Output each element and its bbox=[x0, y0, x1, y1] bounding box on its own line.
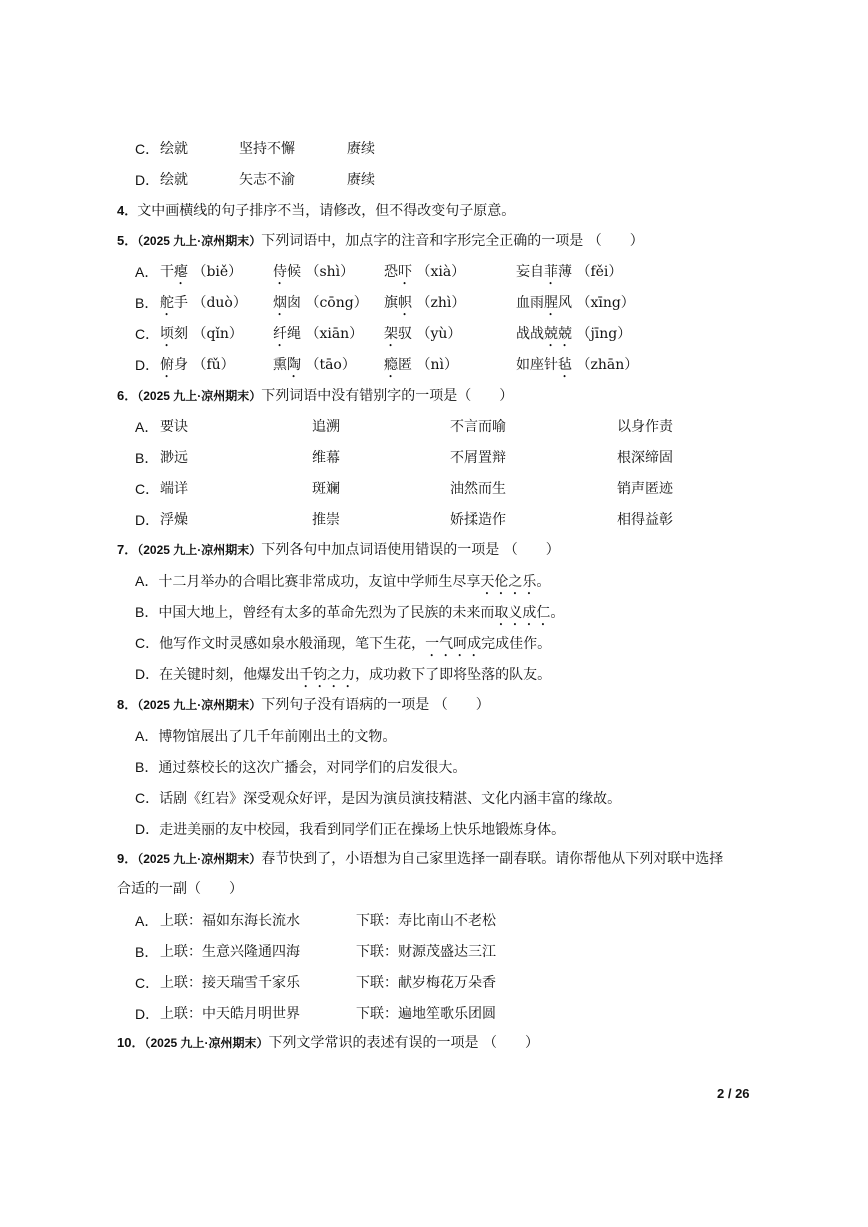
q5-option bbox=[135, 263, 623, 282]
dotted-char: 架 bbox=[384, 326, 398, 342]
option-letter: A． bbox=[135, 419, 159, 435]
pinyin: （nì） bbox=[412, 357, 458, 373]
word-with-pinyin bbox=[516, 263, 622, 288]
q7-option bbox=[135, 665, 551, 691]
word-part: 手 bbox=[174, 295, 188, 311]
dotted-phrase: 取义成仁 bbox=[494, 605, 551, 621]
dotted-char: 兢兢 bbox=[544, 326, 572, 342]
sentence-part: 十二月举办的合唱比赛非常成功，友谊中学师生尽享 bbox=[158, 574, 481, 590]
option-word: 以身作责 bbox=[617, 419, 673, 435]
q5-option bbox=[135, 356, 639, 375]
q6-option bbox=[135, 449, 673, 468]
option-letter: C． bbox=[135, 975, 160, 991]
question-5: 5．（2025 九上·凉州期末）下列词语中，加点字的注音和字形完全正确的一项是 （ ） bbox=[117, 233, 644, 249]
upper-couplet: 上联：接天瑞雪千家乐 bbox=[160, 975, 300, 991]
option-letter: B． bbox=[135, 759, 159, 775]
dotted-phrase: 天伦之乐 bbox=[480, 574, 537, 590]
option-letter: A． bbox=[135, 264, 159, 280]
pinyin: （xīng） bbox=[572, 295, 635, 311]
option-letter: D． bbox=[135, 821, 160, 837]
q8-option bbox=[135, 820, 565, 839]
lower-couplet: 下联：献岁梅花万朵香 bbox=[356, 975, 496, 991]
option-letter: B． bbox=[135, 944, 159, 960]
dotted-char: 舵 bbox=[160, 295, 174, 311]
option-letter: C． bbox=[135, 790, 160, 806]
option-word: 娇揉造作 bbox=[450, 512, 506, 528]
sentence-part: ，成功救下了即将坠落的队友。 bbox=[355, 667, 552, 683]
option-d: D． 绘就 矢志不渝 赓续 bbox=[135, 172, 375, 188]
option-letter: C． bbox=[135, 481, 160, 497]
dotted-char: 侍 bbox=[273, 264, 287, 280]
q5-option bbox=[135, 325, 632, 344]
dotted-char: 毡 bbox=[558, 357, 572, 373]
word-with-pinyin bbox=[273, 325, 363, 350]
upper-couplet: 上联：生意兴隆通四海 bbox=[160, 944, 300, 960]
word-part: 驭 bbox=[398, 326, 412, 342]
pinyin: （zhì） bbox=[412, 295, 466, 311]
dotted-phrase: 千钧之力 bbox=[299, 667, 356, 683]
word-with-pinyin bbox=[516, 325, 631, 350]
q7-option bbox=[135, 572, 550, 598]
q6-option bbox=[135, 511, 673, 530]
pinyin: （yù） bbox=[412, 326, 462, 342]
dotted-char: 吓 bbox=[398, 264, 412, 280]
dotted-char: 菲 bbox=[544, 264, 558, 280]
word-part: 身 bbox=[174, 357, 188, 373]
pinyin: （zhān） bbox=[572, 357, 639, 373]
pinyin: （jīng） bbox=[572, 326, 632, 342]
lower-couplet: 下联：遍地笙歌乐团圆 bbox=[356, 1006, 496, 1022]
option-word: 推崇 bbox=[312, 512, 340, 528]
q8-option bbox=[135, 758, 466, 777]
word-part: 战战 bbox=[516, 326, 544, 342]
upper-couplet: 上联：中天皓月明世界 bbox=[160, 1006, 300, 1022]
word-with-pinyin bbox=[384, 325, 461, 350]
option-letter: B． bbox=[135, 295, 159, 311]
page-number: 2 / 26 bbox=[717, 1086, 750, 1101]
word-part: 候 bbox=[287, 264, 301, 280]
option-sentence: 通过蔡校长的这次广播会，对同学们的启发很大。 bbox=[158, 760, 467, 776]
q7-option bbox=[135, 603, 564, 629]
word-part: 旗 bbox=[384, 295, 398, 311]
dotted-char: 烟 bbox=[273, 295, 287, 311]
dotted-char: 瘪 bbox=[174, 264, 188, 280]
word-part: 血雨 bbox=[516, 295, 544, 311]
option-letter: A． bbox=[135, 913, 159, 929]
pinyin: （xiān） bbox=[301, 326, 364, 342]
option-word: 要诀 bbox=[160, 419, 188, 435]
sentence-part: 。 bbox=[550, 605, 565, 621]
word-part: 熏 bbox=[273, 357, 287, 373]
option-letter: B． bbox=[135, 450, 159, 466]
word-with-pinyin bbox=[516, 294, 635, 319]
option-letter: C． bbox=[135, 326, 160, 342]
word-with-pinyin bbox=[384, 356, 458, 381]
option-letter: D． bbox=[135, 666, 160, 682]
option-sentence: 博物馆展出了几千年前刚出土的文物。 bbox=[158, 729, 397, 745]
question-7: 7．（2025 九上·凉州期末）下列各句中加点词语使用错误的一项是 （ ） bbox=[117, 542, 560, 558]
word-with-pinyin bbox=[160, 263, 242, 288]
dotted-char: 瘾 bbox=[384, 357, 398, 373]
sentence-part: 中国大地上，曾经有太多的革命先烈为了民族的未来而 bbox=[158, 605, 495, 621]
option-sentence: 走进美丽的友中校园，我看到同学们正在操场上快乐地锻炼身体。 bbox=[159, 822, 566, 838]
word-part: 绳 bbox=[287, 326, 301, 342]
word-with-pinyin bbox=[384, 294, 465, 319]
option-word: 油然而生 bbox=[450, 481, 506, 497]
option-c: C． 绘就 坚持不懈 赓续 bbox=[135, 141, 375, 157]
option-word: 渺远 bbox=[160, 450, 188, 466]
pinyin: （fǔ） bbox=[188, 357, 235, 373]
sentence-part: 完成佳作。 bbox=[481, 636, 552, 652]
word-part: 妄自 bbox=[516, 264, 544, 280]
sentence-part: 在关键时刻，他爆发出 bbox=[159, 667, 300, 683]
option-word: 斑斓 bbox=[312, 481, 340, 497]
word-part: 囱 bbox=[287, 295, 301, 311]
option-word: 不屑置辩 bbox=[450, 450, 506, 466]
option-letter: C． bbox=[135, 635, 160, 651]
dotted-char: 顷 bbox=[160, 326, 174, 342]
sentence-part: 。 bbox=[536, 574, 551, 590]
word-with-pinyin bbox=[273, 356, 356, 381]
pinyin: （fěi） bbox=[572, 264, 623, 280]
dotted-phrase: 一气呵成 bbox=[425, 636, 482, 652]
word-with-pinyin bbox=[160, 325, 243, 350]
pinyin: （cōng） bbox=[301, 295, 368, 311]
dotted-char: 帜 bbox=[398, 295, 412, 311]
lower-couplet: 下联：寿比南山不老松 bbox=[356, 913, 496, 929]
option-word: 根深缔固 bbox=[617, 450, 673, 466]
question-8: 8．（2025 九上·凉州期末）下列句子没有语病的一项是 （ ） bbox=[117, 697, 490, 713]
option-word: 端详 bbox=[160, 481, 188, 497]
dotted-char: 俯 bbox=[160, 357, 174, 373]
q6-option bbox=[135, 480, 673, 499]
option-letter: A． bbox=[135, 573, 159, 589]
pinyin: （qǐn） bbox=[188, 326, 243, 342]
question-4: 4．文中画横线的句子排序不当，请修改，但不得改变句子原意。 bbox=[117, 203, 516, 219]
q8-option bbox=[135, 727, 396, 746]
option-letter: B． bbox=[135, 604, 159, 620]
word-with-pinyin bbox=[273, 294, 368, 319]
q6-option bbox=[135, 418, 673, 437]
option-word: 销声匿迹 bbox=[617, 481, 673, 497]
q9-option bbox=[135, 974, 496, 993]
word-part: 如座针 bbox=[516, 357, 558, 373]
dotted-char: 腥 bbox=[544, 295, 558, 311]
dotted-char: 陶 bbox=[287, 357, 301, 373]
option-word: 浮燥 bbox=[160, 512, 188, 528]
dotted-char: 纤 bbox=[273, 326, 287, 342]
pinyin: （shì） bbox=[301, 264, 355, 280]
pinyin: （biě） bbox=[188, 264, 243, 280]
question-9: 9．（2025 九上·凉州期末）春节快到了，小语想为自己家里选择一副春联。请你帮他从下列对联中选择 bbox=[117, 851, 724, 867]
q5-option bbox=[135, 294, 635, 313]
word-part: 匿 bbox=[398, 357, 412, 373]
option-sentence: 话剧《红岩》深受观众好评，是因为演员演技精湛、文化内涵丰富的缘故。 bbox=[159, 791, 622, 807]
question-10: 10．（2025 九上·凉州期末）下列文学常识的表述有误的一项是 （ ） bbox=[117, 1035, 539, 1051]
word-part: 干 bbox=[160, 264, 174, 280]
word-with-pinyin bbox=[160, 356, 235, 381]
word-part: 恐 bbox=[384, 264, 398, 280]
q9-option bbox=[135, 943, 496, 962]
word-with-pinyin bbox=[384, 263, 465, 288]
option-letter: A． bbox=[135, 728, 159, 744]
q9-option bbox=[135, 1005, 496, 1024]
option-word: 维幕 bbox=[312, 450, 340, 466]
pinyin: （xià） bbox=[412, 264, 466, 280]
word-with-pinyin bbox=[273, 263, 354, 288]
sentence-part: 他写作文时灵感如泉水般涌现，笔下生花， bbox=[159, 636, 426, 652]
q7-option bbox=[135, 634, 551, 660]
pinyin: （duò） bbox=[188, 295, 247, 311]
lower-couplet: 下联：财源茂盛达三江 bbox=[356, 944, 496, 960]
upper-couplet: 上联：福如东海长流水 bbox=[160, 913, 300, 929]
option-word: 相得益彰 bbox=[617, 512, 673, 528]
option-letter: D． bbox=[135, 1006, 160, 1022]
question-9-continued: 合适的一副（ ） bbox=[117, 881, 243, 897]
word-with-pinyin bbox=[516, 356, 638, 381]
option-letter: D． bbox=[135, 357, 160, 373]
q8-option bbox=[135, 789, 621, 808]
question-6: 6．（2025 九上·凉州期末）下列词语中没有错别字的一项是（ ） bbox=[117, 388, 514, 404]
word-with-pinyin bbox=[160, 294, 247, 319]
pinyin: （tāo） bbox=[301, 357, 356, 373]
word-part: 刻 bbox=[174, 326, 188, 342]
option-letter: D． bbox=[135, 512, 160, 528]
q9-option bbox=[135, 912, 496, 931]
word-part: 薄 bbox=[558, 264, 572, 280]
option-word: 不言而喻 bbox=[450, 419, 506, 435]
word-part: 风 bbox=[558, 295, 572, 311]
option-word: 追溯 bbox=[312, 419, 340, 435]
